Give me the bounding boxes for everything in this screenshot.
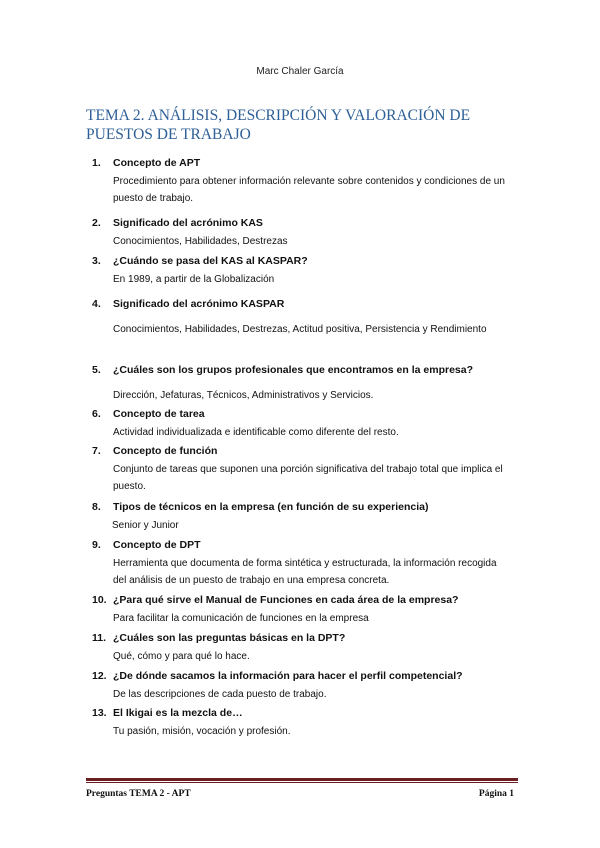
list-item: 6. Concepto de tarea Actividad individualizada e identificable como diferente del resto. [92,407,512,441]
list-item: 1. Concepto de APT Procedimiento para obtener información relevante sobre contenidos y condiciones de un puesto de trabajo. [92,156,512,207]
answer-text: Procedimiento para obtener información relevante sobre contenidos y condiciones de un puesto de trabajo. [113,176,505,204]
list-item: 9. Concepto de DPT Herramienta que documenta de forma sintética y estructurada, la información recogida del análisis de un puesto de trabajo en una empresa concreta. [92,538,512,589]
answer-text: Para facilitar la comunicación de funciones en la empresa [113,613,369,624]
question-text: Tipos de técnicos en la empresa (en función de su experiencia) [113,501,429,513]
list-item: 2. Significado del acrónimo KAS Conocimientos, Habilidades, Destrezas [92,216,512,250]
answer-text: Conjunto de tareas que suponen una porción significativa del trabajo total que implica el puesto. [113,464,503,492]
question-text: ¿Cuáles son las preguntas básicas en la DPT? [113,632,346,644]
answer-text: Qué, cómo y para qué lo hace. [113,651,250,662]
list-item: 8. Tipos de técnicos en la empresa (en función de su experiencia) Senior y Junior [92,500,512,534]
answer-text: De las descripciones de cada puesto de trabajo. [113,689,327,700]
list-item: 10. ¿Para qué sirve el Manual de Funciones en cada área de la empresa? Para facilitar la comunicación de funciones en la empresa [92,593,512,627]
list-item: 4. Significado del acrónimo KASPAR Conocimientos, Habilidades, Destrezas, Actitud positiva, Persistencia y Rendimiento [92,297,512,338]
question-text: Concepto de DPT [113,539,201,551]
list-item: 11. ¿Cuáles son las preguntas básicas en la DPT? Qué, cómo y para qué lo hace. [92,631,512,665]
list-item: 5. ¿Cuáles son los grupos profesionales que encontramos en la empresa? Dirección, Jefaturas, Técnicos, Administrativos y Servicios. [92,363,512,404]
question-text: Significado del acrónimo KAS [113,217,263,229]
answer-text: Senior y Junior [112,520,179,531]
footer-title: Preguntas TEMA 2 - APT [86,789,191,799]
list-item: 7. Concepto de función Conjunto de tareas que suponen una porción significativa del trabajo total que implica el puesto. [92,444,512,495]
list-item: 12. ¿De dónde sacamos la información para hacer el perfil competencial? De las descripciones de cada puesto de trabajo. [92,669,512,703]
header-author: Marc Chaler García [256,66,344,77]
answer-text: Conocimientos, Habilidades, Destrezas, Actitud positiva, Persistencia y Rendimiento [113,324,487,335]
list-item: 13. El Ikigai es la mezcla de… Tu pasión, misión, vocación y profesión. [92,706,512,740]
answer-text: Tu pasión, misión, vocación y profesión. [113,726,291,737]
question-text: ¿Cuándo se pasa del KAS al KASPAR? [113,255,308,267]
answer-text: En 1989, a partir de la Globalización [113,274,275,285]
answer-text: Herramienta que documenta de forma sintética y estructurada, la información recogida del análisis de un puesto de trabajo en una empresa concreta. [113,558,497,586]
page-number: Página 1 [478,789,514,799]
page-title: TEMA 2. ANÁLISIS, DESCRIPCIÓN Y VALORACIÓN DE PUESTOS DE TRABAJO [86,107,471,143]
question-text: Concepto de función [113,445,218,457]
answer-text: Conocimientos, Habilidades, Destrezas [113,236,288,247]
footer-divider [86,778,518,781]
question-text: Significado del acrónimo KASPAR [113,298,285,310]
question-text: ¿Cuáles son los grupos profesionales que encontramos en la empresa? [113,364,474,376]
question-text: Concepto de APT [113,157,201,169]
question-text: ¿De dónde sacamos la información para hacer el perfil competencial? [113,670,463,682]
list-item: 3. ¿Cuándo se pasa del KAS al KASPAR? En 1989, a partir de la Globalización [92,254,512,288]
question-text: ¿Para qué sirve el Manual de Funciones en cada área de la empresa? [113,594,459,606]
question-text: El Ikigai es la mezcla de… [113,707,243,719]
answer-text: Actividad individualizada e identificable como diferente del resto. [113,427,399,438]
question-text: Concepto de tarea [113,408,205,420]
answer-text: Dirección, Jefaturas, Técnicos, Administrativos y Servicios. [113,390,374,401]
